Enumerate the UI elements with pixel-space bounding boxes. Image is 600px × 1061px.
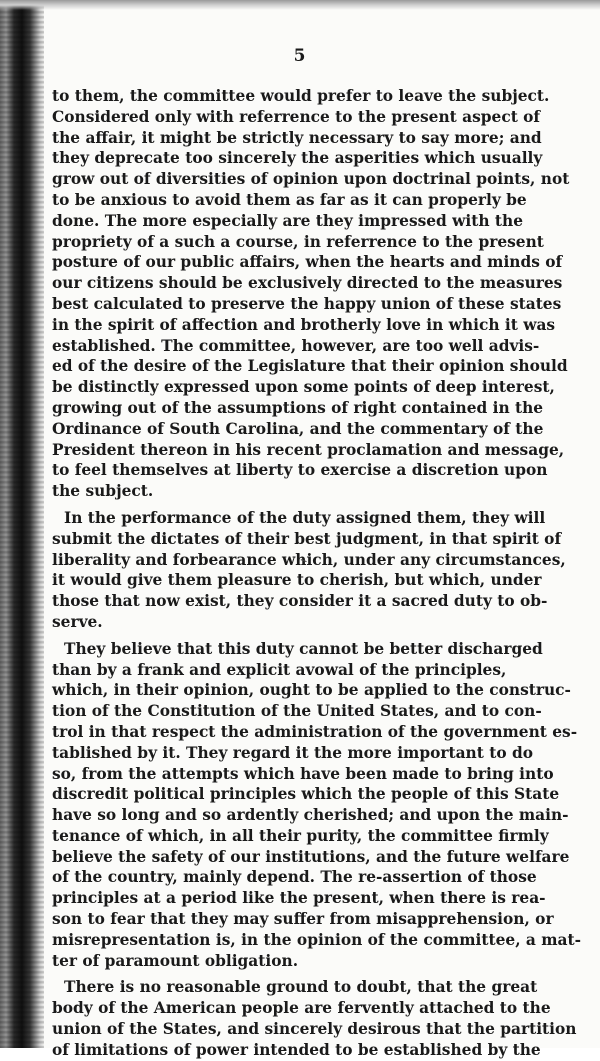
text-line: which, in their opinion, ought to be applied to the construc-	[52, 681, 571, 700]
text-line: union of the States, and sincerely desirous that the partition	[52, 1020, 577, 1039]
text-line: Ordinance of South Carolina, and the commentary of the	[52, 419, 544, 438]
text-line: be distinctly expressed upon some points of deep interest,	[52, 378, 555, 397]
text-line: son to fear that they may suffer from misapprehension, or	[52, 910, 554, 929]
paragraph	[52, 508, 566, 633]
text-line: the subject.	[52, 482, 154, 501]
text-line: liberality and forbearance which, under any circumstances,	[52, 550, 566, 569]
paragraph	[52, 86, 570, 502]
text-line: believe the safety of our institutions, and the future welfare	[52, 847, 570, 866]
text-line: to feel themselves at liberty to exercise a discretion upon	[52, 461, 548, 480]
text-line: those that now exist, they consider it a sacred duty to ob-	[52, 592, 548, 611]
text-line: tablished by it. They regard it the more important to do	[52, 743, 533, 762]
body-text	[52, 86, 582, 1061]
text-line: In the performance of the duty assigned them, they will	[64, 508, 546, 527]
text-line: tion of the Constitution of the United States, and to con-	[52, 702, 542, 721]
text-line: posture of our public affairs, when the hearts and minds of	[52, 253, 563, 272]
binding-edge	[0, 0, 44, 1048]
text-line: of limitations of power intended to be established by the	[52, 1040, 541, 1059]
text-line: growing out of the assumptions of right contained in the	[52, 398, 544, 417]
text-line: so, from the attempts which have been made to bring into	[52, 764, 554, 783]
text-line: our citizens should be exclusively directed to the measures	[52, 274, 563, 293]
paragraph	[52, 977, 577, 1060]
text-line: ter of paramount obligation.	[52, 951, 299, 970]
text-line: There is no reasonable ground to doubt, that the great	[64, 978, 538, 997]
text-line: body of the American people are fervently attached to the	[52, 999, 551, 1018]
text-line: propriety of a such a course, in referrence to the present	[52, 232, 544, 251]
page-number: 5	[293, 46, 307, 66]
text-line: it would give them pleasure to cherish, but which, under	[52, 571, 542, 590]
text-line: best calculated to preserve the happy union of these states	[52, 294, 562, 313]
text-line: grow out of diversities of opinion upon doctrinal points, not	[52, 170, 570, 189]
text-line: to be anxious to avoid them as far as it can properly be	[52, 190, 527, 209]
text-line: They believe that this duty cannot be better discharged	[64, 639, 543, 658]
text-line: established. The committee, however, are too well advis-	[52, 336, 540, 355]
text-line: than by a frank and explicit avowal of the principles,	[52, 660, 507, 679]
text-line: the affair, it might be strictly necessary to say more; and	[52, 128, 542, 147]
paragraph	[52, 639, 582, 972]
text-line: have so long and so ardently cherished; and upon the main-	[52, 806, 569, 825]
text-line: tenance of which, in all their purity, the committee firmly	[52, 826, 549, 845]
text-line: Considered only with referrence to the present aspect of	[52, 107, 541, 126]
text-line: in the spirit of affection and brotherly love in which it was	[52, 315, 556, 334]
text-line: to them, the committee would prefer to leave the subject.	[52, 87, 550, 105]
text-line: they deprecate too sincerely the asperities which usually	[52, 149, 543, 168]
text-line: misrepresentation is, in the opinion of the committee, a mat-	[52, 930, 582, 949]
text-line: principles at a period like the present, when there is rea-	[52, 889, 546, 908]
text-line: submit the dictates of their best judgment, in that spirit of	[52, 529, 562, 548]
text-line: discredit political principles which the people of this State	[52, 785, 560, 804]
text-line: of the country, mainly depend. The re-assertion of those	[52, 868, 537, 887]
text-line: President thereon in his recent proclamation and message,	[52, 440, 565, 459]
text-line: trol in that respect the administration of the government es-	[52, 722, 578, 741]
top-scan-edge	[0, 0, 600, 10]
text-line: ed of the desire of the Legislature that their opinion should	[52, 357, 568, 376]
text-line: done. The more especially are they impressed with the	[52, 211, 524, 230]
text-line: serve.	[52, 612, 103, 631]
